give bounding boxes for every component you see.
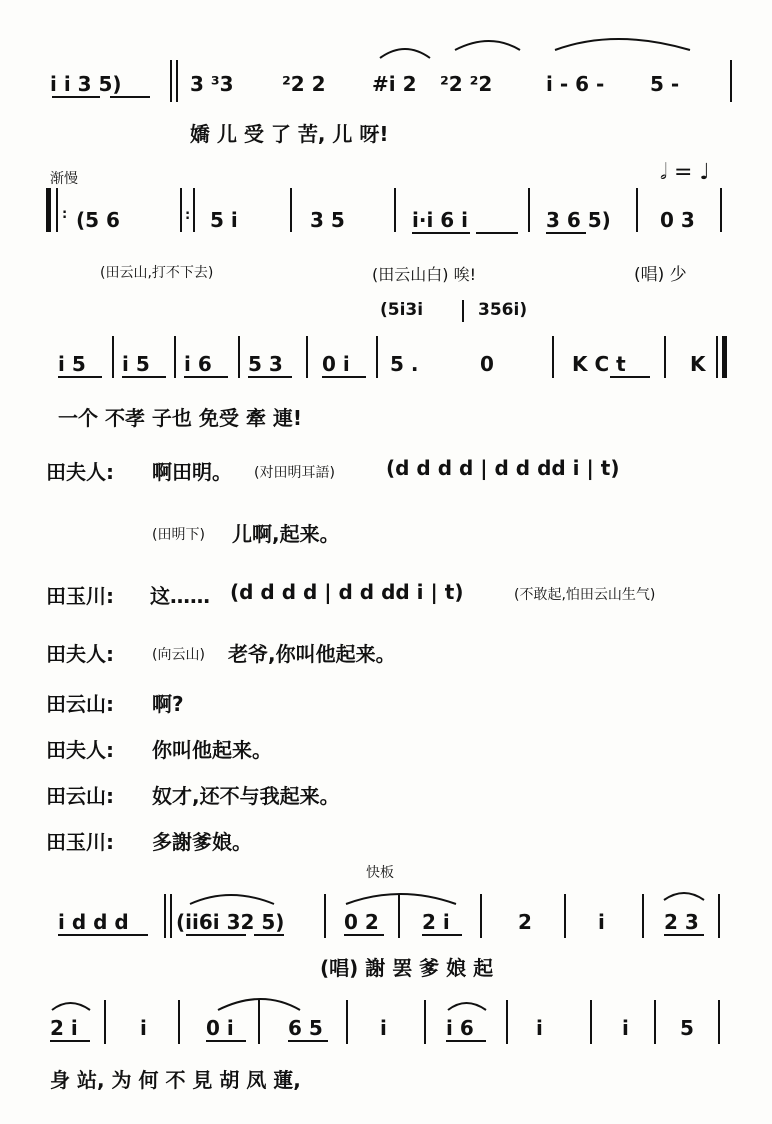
note-group: i [622, 1016, 629, 1040]
note-group: 2 [518, 910, 532, 934]
note-group: i [536, 1016, 543, 1040]
dialogue-text: 这…… [150, 584, 210, 608]
note-group: (d d d d | d d dd i | t) [386, 456, 620, 480]
lyrics-line: (唱) 少 [634, 265, 687, 285]
stage-direction: (不敢起,怕田云山生气) [514, 587, 656, 603]
speaker-name: 田玉川: [46, 584, 114, 608]
note-group: (5 6 [76, 208, 120, 232]
note-group: i 6 [184, 352, 212, 376]
note-group: i [380, 1016, 387, 1040]
note-group: (ii6i 32 5) [176, 910, 285, 934]
dialogue-text: 儿啊,起来。 [232, 522, 340, 546]
note-group: 3 6 5) [546, 208, 611, 232]
note-group: 5 [680, 1016, 694, 1040]
note-group: #i 2 [372, 72, 417, 96]
lyrics-line: 一个 不孝 子也 免受 牽 連! [58, 406, 302, 430]
stage-direction: (对田明耳語) [254, 465, 335, 481]
note-group: 5 i [210, 208, 238, 232]
speaker-name: 田玉川: [46, 830, 114, 854]
tempo-equivalence: 𝅗𝅥 = ♩ [660, 160, 710, 185]
note-group: 2 i [50, 1016, 78, 1040]
stage-direction: (向云山) [152, 647, 205, 663]
lyrics-line: 身 站, 为 何 不 見 胡 凤 蓮, [50, 1068, 301, 1092]
note-group: 0 3 [660, 208, 695, 232]
note-group: K C t [572, 352, 626, 376]
note-group: i [598, 910, 605, 934]
note-group: 0 i [322, 352, 350, 376]
speaker-name: 田夫人: [46, 642, 114, 666]
note-group: (d d d d | d d dd i | t) [230, 580, 464, 604]
note-group: i·i 6 i [412, 208, 469, 232]
speaker-name: 田云山: [46, 784, 114, 808]
note-group: i 5 [122, 352, 150, 376]
note-group: i 5 [58, 352, 86, 376]
dialogue-text: 多謝爹娘。 [152, 830, 252, 854]
speaker-name: 田云山: [46, 692, 114, 716]
note-group: ²2 ²2 [440, 72, 493, 96]
note-group: 2 3 [664, 910, 699, 934]
note-group: K [690, 352, 706, 376]
tempo-marking: 快板 [366, 865, 394, 881]
note-group: 5 . [390, 352, 419, 376]
note-group: 5 - [650, 72, 680, 96]
dialogue-text: 啊? [152, 692, 184, 716]
note-group: ²2 2 [282, 72, 326, 96]
speaker-name: 田夫人: [46, 460, 114, 484]
note-group: 2 i [422, 910, 450, 934]
upper-notes: 356i) [478, 300, 528, 320]
note-group: i [140, 1016, 147, 1040]
stage-direction: (田明下) [152, 527, 205, 543]
dialogue-text: 你叫他起来。 [152, 738, 272, 762]
note-group: 5 3 [248, 352, 283, 376]
note-group: 0 i [206, 1016, 234, 1040]
note-group: 6 5 [288, 1016, 323, 1040]
lyrics-line: (唱) 謝 罢 爹 娘 起 [320, 956, 494, 980]
note-group: 3 ³3 [190, 72, 234, 96]
note-group: 0 2 [344, 910, 379, 934]
note-group: 3 5 [310, 208, 345, 232]
stage-direction: (田云山,打不下去) [100, 265, 214, 281]
tempo-marking: 渐慢 [50, 171, 78, 187]
note-group: i d d d [58, 910, 129, 934]
dialogue-text: 老爷,你叫他起来。 [228, 642, 396, 666]
note-group: 0 [480, 352, 494, 376]
note-group: i 6 [446, 1016, 474, 1040]
upper-notes: (5i3i [380, 300, 424, 320]
stage-direction: (田云山白) 唉! [372, 265, 476, 284]
note-group: i - 6 - [546, 72, 605, 96]
lyrics-line: 嬌 儿 受 了 苦, 儿 呀! [190, 122, 389, 146]
dialogue-text: 奴才,还不与我起来。 [152, 784, 340, 808]
speaker-name: 田夫人: [46, 738, 114, 762]
dialogue-text: 啊田明。 [152, 460, 232, 484]
note-group: i i 3 5) [50, 72, 122, 96]
